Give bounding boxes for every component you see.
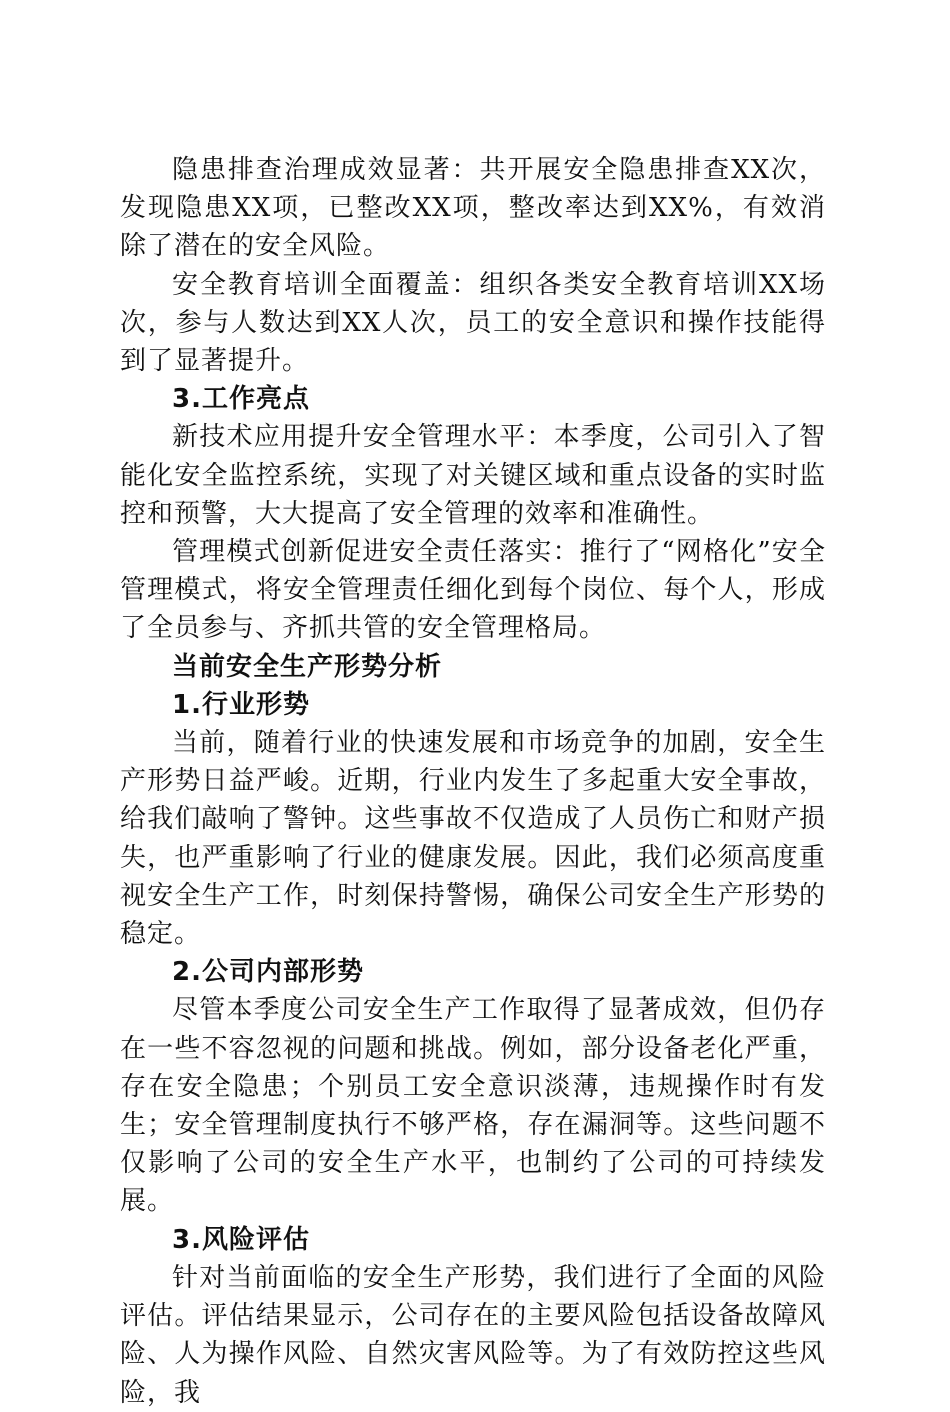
heading-internal-situation: 2.公司内部形势	[172, 957, 364, 988]
paragraph-internal-situation: 尽管本季度公司安全生产工作取得了显著成效，但仍存在一些不容忽视的问题和挑战。例如，部分设备老化严重，存在安全隐患；个别员工安全意识淡薄，违规操作时有发生；安全管理制度执行不够严格，存在漏洞等。这些问题不仅影响了公司的安全生产水平，也制约了公司的可持续发展。	[120, 995, 826, 1217]
paragraph-risk-assessment: 针对当前面临的安全生产形势，我们进行了全面的风险评估。评估结果显示，公司存在的主要风险包括设备故障风险、人为操作风险、自然灾害风险等。为了有效防控这些风险，我	[120, 1262, 826, 1408]
heading-risk-assessment: 3.风险评估	[172, 1224, 310, 1255]
paragraph-safety-training: 安全教育培训全面覆盖：组织各类安全教育培训XX场次，参与人数达到XX人次，员工的安全意识和操作技能得到了显著提升。	[120, 269, 826, 377]
paragraph-industry-situation: 当前，随着行业的快速发展和市场竞争的加剧，安全生产形势日益严峻。近期，行业内发生了多起重大安全事故，给我们敲响了警钟。这些事故不仅造成了人员伤亡和财产损失，也严重影响了行业的健康发展。因此，我们必须高度重视安全生产工作，时刻保持警惕，确保公司安全生产形势的稳定。	[120, 728, 826, 950]
heading-work-highlights: 3.工作亮点	[172, 384, 310, 415]
paragraph-new-technology: 新技术应用提升安全管理水平：本季度，公司引入了智能化安全监控系统，实现了对关键区域和重点设备的实时监控和预警，大大提高了安全管理的效率和准确性。	[120, 422, 826, 529]
paragraph-hazard-inspection: 隐患排查治理成效显著：共开展安全隐患排查XX次，发现隐患XX项，已整改XX项，整改率达到XX%，有效消除了潜在的安全风险。	[120, 155, 826, 262]
document-body	[120, 151, 826, 1412]
paragraph-management-innovation: 管理模式创新促进安全责任落实：推行了“网格化”安全管理模式，将安全管理责任细化到每个岗位、每个人，形成了全员参与、齐抓共管的安全管理格局。	[120, 537, 826, 644]
heading-situation-analysis: 当前安全生产形势分析	[172, 651, 443, 682]
heading-industry-situation: 1.行业形势	[172, 689, 310, 720]
